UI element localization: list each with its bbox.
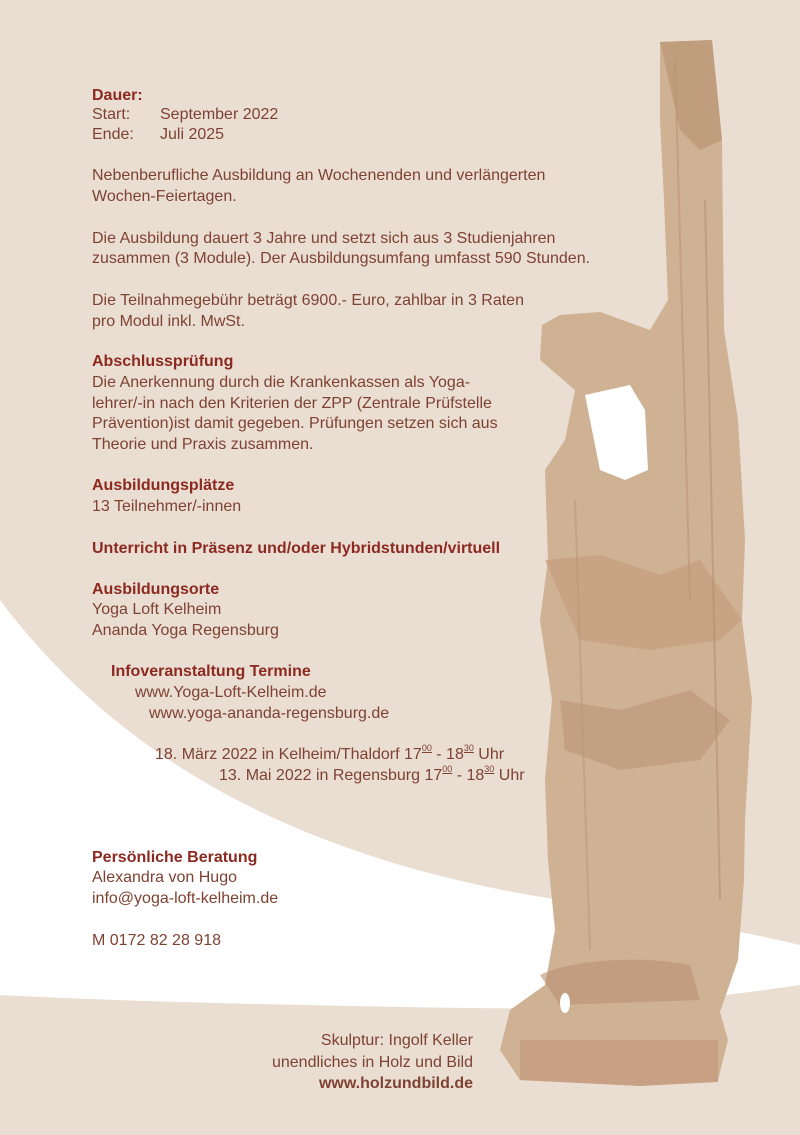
- time-minutes: 00: [421, 742, 432, 753]
- places-heading: Ausbildungsplätze: [92, 477, 235, 494]
- exam-line: Theorie und Praxis zusammen.: [92, 436, 314, 453]
- location-item: Ananda Yoga Regensburg: [92, 622, 279, 639]
- time-minutes: 30: [463, 742, 474, 753]
- start-label: Start:: [92, 106, 131, 123]
- time-unit: Uhr: [494, 767, 525, 784]
- contact-email[interactable]: info@yoga-loft-kelheim.de: [92, 890, 279, 907]
- credit-tagline: unendliches in Holz und Bild: [271, 1054, 473, 1071]
- start-row: [92, 104, 278, 125]
- info-url-kelheim[interactable]: www.Yoga-Loft-Kelheim.de: [135, 684, 327, 701]
- date-text: 18. März 2022 in Kelheim/Thaldorf 17: [155, 746, 422, 763]
- exam-line: lehrer/-in nach den Kriterien der ZPP (Zentrale Prüfstelle: [92, 395, 492, 412]
- mode-heading: Unterricht in Präsenz und/oder Hybridstunden/virtuell: [92, 540, 501, 557]
- info-date-regensburg: [219, 765, 525, 786]
- end-row: [92, 124, 224, 145]
- paragraph-line: pro Modul inkl. MwSt.: [92, 313, 245, 330]
- paragraph-line: Wochen-Feiertagen.: [92, 188, 237, 205]
- credit-sculptor: Skulptur: Ingolf Keller: [320, 1032, 473, 1049]
- contact-phone: M 0172 82 28 918: [92, 932, 221, 949]
- end-label: Ende:: [92, 126, 134, 143]
- info-heading: Infoveranstaltung Termine: [111, 663, 311, 680]
- exam-line: Die Anerkennung durch die Krankenkassen als Yoga-: [92, 374, 471, 391]
- location-item: Yoga Loft Kelheim: [92, 601, 222, 618]
- duration-heading: Dauer:: [92, 87, 143, 104]
- exam-heading: Abschlussprüfung: [92, 353, 234, 370]
- date-text: 13. Mai 2022 in Regensburg 17: [219, 767, 443, 784]
- paragraph-line: Die Teilnahmegebühr beträgt 6900.- Euro, zahlbar in 3 Raten: [92, 292, 524, 309]
- credit-url[interactable]: www.holzundbild.de: [318, 1075, 473, 1092]
- contact-heading: Persönliche Beratung: [92, 849, 258, 866]
- end-value: Juli 2025: [160, 126, 225, 143]
- time-unit: Uhr: [473, 746, 505, 763]
- paragraph-line: Nebenberufliche Ausbildung an Wochenenden und verlängerten: [92, 167, 546, 184]
- exam-line: Prävention)ist damit gegeben. Prüfungen setzen sich aus: [92, 415, 498, 432]
- start-value: September 2022: [160, 106, 279, 123]
- paragraph-line: Die Ausbildung dauert 3 Jahre und setzt sich aus 3 Studienjahren: [92, 230, 556, 247]
- places-value: 13 Teilnehmer/-innen: [92, 498, 242, 515]
- contact-name: Alexandra von Hugo: [92, 869, 237, 886]
- paragraph-line: zusammen (3 Module). Der Ausbildungsumfang umfasst 590 Stunden.: [92, 250, 591, 267]
- info-date-kelheim: [155, 744, 504, 765]
- time-minutes: 00: [442, 763, 453, 774]
- info-url-regensburg[interactable]: www.yoga-ananda-regensburg.de: [149, 705, 390, 722]
- locations-heading: Ausbildungsorte: [92, 581, 220, 598]
- time-separator: - 18: [452, 767, 485, 784]
- time-minutes: 30: [484, 763, 495, 774]
- time-separator: - 18: [431, 746, 464, 763]
